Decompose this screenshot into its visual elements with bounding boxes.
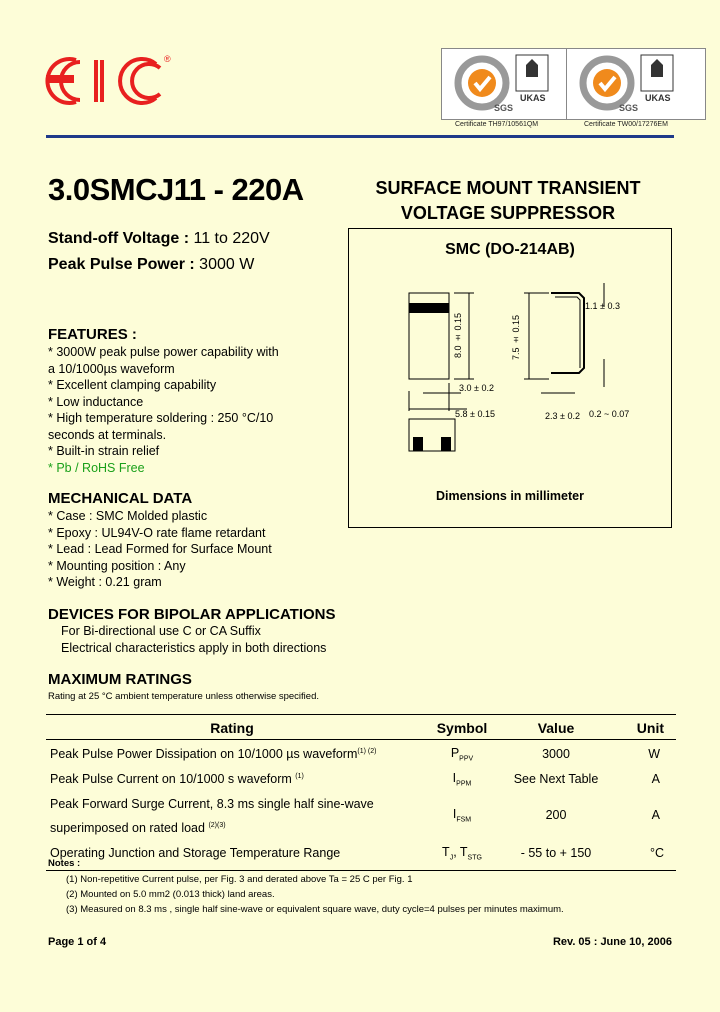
symbol-cell: $P_{PPV}$ [450,746,474,763]
package-title: SMC (DO-214AB) [445,241,575,258]
package-diagram [348,228,672,528]
rating-cell: Operating Junction and Storage Temperature Range [46,841,418,870]
svg-text:UKAS: UKAS [645,93,671,103]
mechanical-item: * Case : SMC Molded plastic [48,509,208,523]
header-rating: Rating [46,715,418,740]
unit-cell: A [651,771,660,786]
dim-side-height: 7.5 ± 0.15 [511,315,521,361]
unit-cell: °C [606,841,676,870]
feature-item: a 10/1000µs waveform [48,361,175,376]
table-row [46,765,676,790]
dim-height: 8.0 ± 0.15 [453,313,463,359]
feature-item: * High temperature soldering : 250 °C/10 [48,411,274,425]
ratings-header-row [46,715,676,740]
symbol-cell: $T_J$, $T_{STG}$ [418,841,506,870]
svg-text:®: ® [164,54,171,64]
note-item: (1) Non-repetitive Current pulse, per Fig. 3 and derated above Ta = 25 C per Fig. 1 [66,874,413,885]
header-value: Value [506,715,606,740]
dim-standoff: 2.3 ± 0.2 [545,411,580,421]
notes [48,858,564,917]
rating-cell: Peak Pulse Current on 10/1000 s waveform $^{(1)}$ [50,771,304,786]
header-unit: Unit [606,715,676,740]
feature-item-pb-free: * Pb / RoHS Free [48,460,145,475]
feature-item: * 3000W peak pulse power capability with [48,345,279,359]
note-item: (2) Mounted on 5.0 mm2 (0.013 thick) land areas. [66,889,275,900]
notes-title: Notes : [48,858,81,869]
certificate-badge-2 [566,48,706,120]
svg-text:SGS: SGS [619,103,639,113]
mechanical-list [48,508,272,591]
subtitle-line-2: VOLTAGE SUPPRESSOR [400,203,616,223]
features-list [48,344,279,476]
mechanical-title: MECHANICAL DATA [48,490,193,507]
feature-item: * Excellent clamping capability [48,378,217,392]
table-row [46,789,676,841]
symbol-cell: $I_{FSM}$ [452,806,472,824]
value-cell: 3000 [542,747,570,762]
value-cell: - 55 to + 150 [506,841,606,870]
symbol-cell: $I_{PPM}$ [452,770,472,787]
unit-cell: W [648,747,660,762]
peak-pulse-power: Peak Pulse Power : 3000 W [48,256,255,273]
mechanical-item: * Epoxy : UL94V-O rate flame retardant [48,525,266,540]
package-caption: Dimensions in millimeter [436,489,584,503]
rating-cell: Peak Pulse Power Dissipation on 10/1000 µs waveform$^{(1) (2)}$ [50,747,377,762]
certificate-label-1: Certificate TH97/10561QM [455,121,539,128]
value-cell: 200 [545,808,567,823]
subtitle-line-1: SURFACE MOUNT TRANSIENT [375,178,641,198]
feature-item: * Low inductance [48,394,144,409]
rating-cell: Peak Forward Surge Current, 8.3 ms single half sine-wave superimposed on rated load $^{(2)(3)}$ [50,797,374,836]
page-title: 3.0SMCJ11 - 220A [48,172,304,207]
ratings-table [46,714,676,871]
mechanical-item: * Mounting position : Any [48,558,186,573]
value-cell: See Next Table [513,771,599,786]
page-number: Page 1 of 4 [48,936,107,948]
certificate-label-2: Certificate TW00/17276EM [584,121,668,128]
header-divider [46,135,674,138]
bipolar-item: Electrical characteristics apply in both directions [61,640,327,655]
bipolar-list [61,623,326,656]
ratings-title: MAXIMUM RATINGS [48,671,192,688]
mechanical-item: * Weight : 0.21 gram [48,575,162,589]
unit-cell: A [651,808,660,823]
feature-item: seconds at terminals. [48,427,167,442]
ratings-note: Rating at 25 °C ambient temperature unless otherwise specified. [48,691,319,702]
table-row [46,740,676,765]
certificate-badge-1 [441,48,581,120]
feature-item: * Built-in strain relief [48,444,160,458]
dim-lead: 1.1 ± 0.3 [585,301,620,311]
note-item: (3) Measured on 8.3 ms , single half sine-wave or equivalent square wave, duty cycle=4 pulses per minutes maximum. [66,904,564,915]
dim-bottom-width: 5.8 ± 0.15 [455,409,495,419]
eic-logo [36,52,176,110]
dim-thickness: 0.2 ~ 0.07 [589,409,630,419]
revision-date: Rev. 05 : June 10, 2006 [552,936,672,948]
dim-width: 3.0 ± 0.2 [459,383,494,393]
bipolar-title: DEVICES FOR BIPOLAR APPLICATIONS [48,606,336,623]
svg-text:UKAS: UKAS [520,93,546,103]
mechanical-item: * Lead : Lead Formed for Surface Mount [48,542,272,556]
features-title: FEATURES : [48,326,137,343]
svg-text:SGS: SGS [494,103,514,113]
bipolar-item: For Bi-directional use C or CA Suffix [61,624,261,638]
standoff-voltage: Stand-off Voltage : 11 to 220V [48,230,270,247]
header-symbol: Symbol [418,715,506,740]
